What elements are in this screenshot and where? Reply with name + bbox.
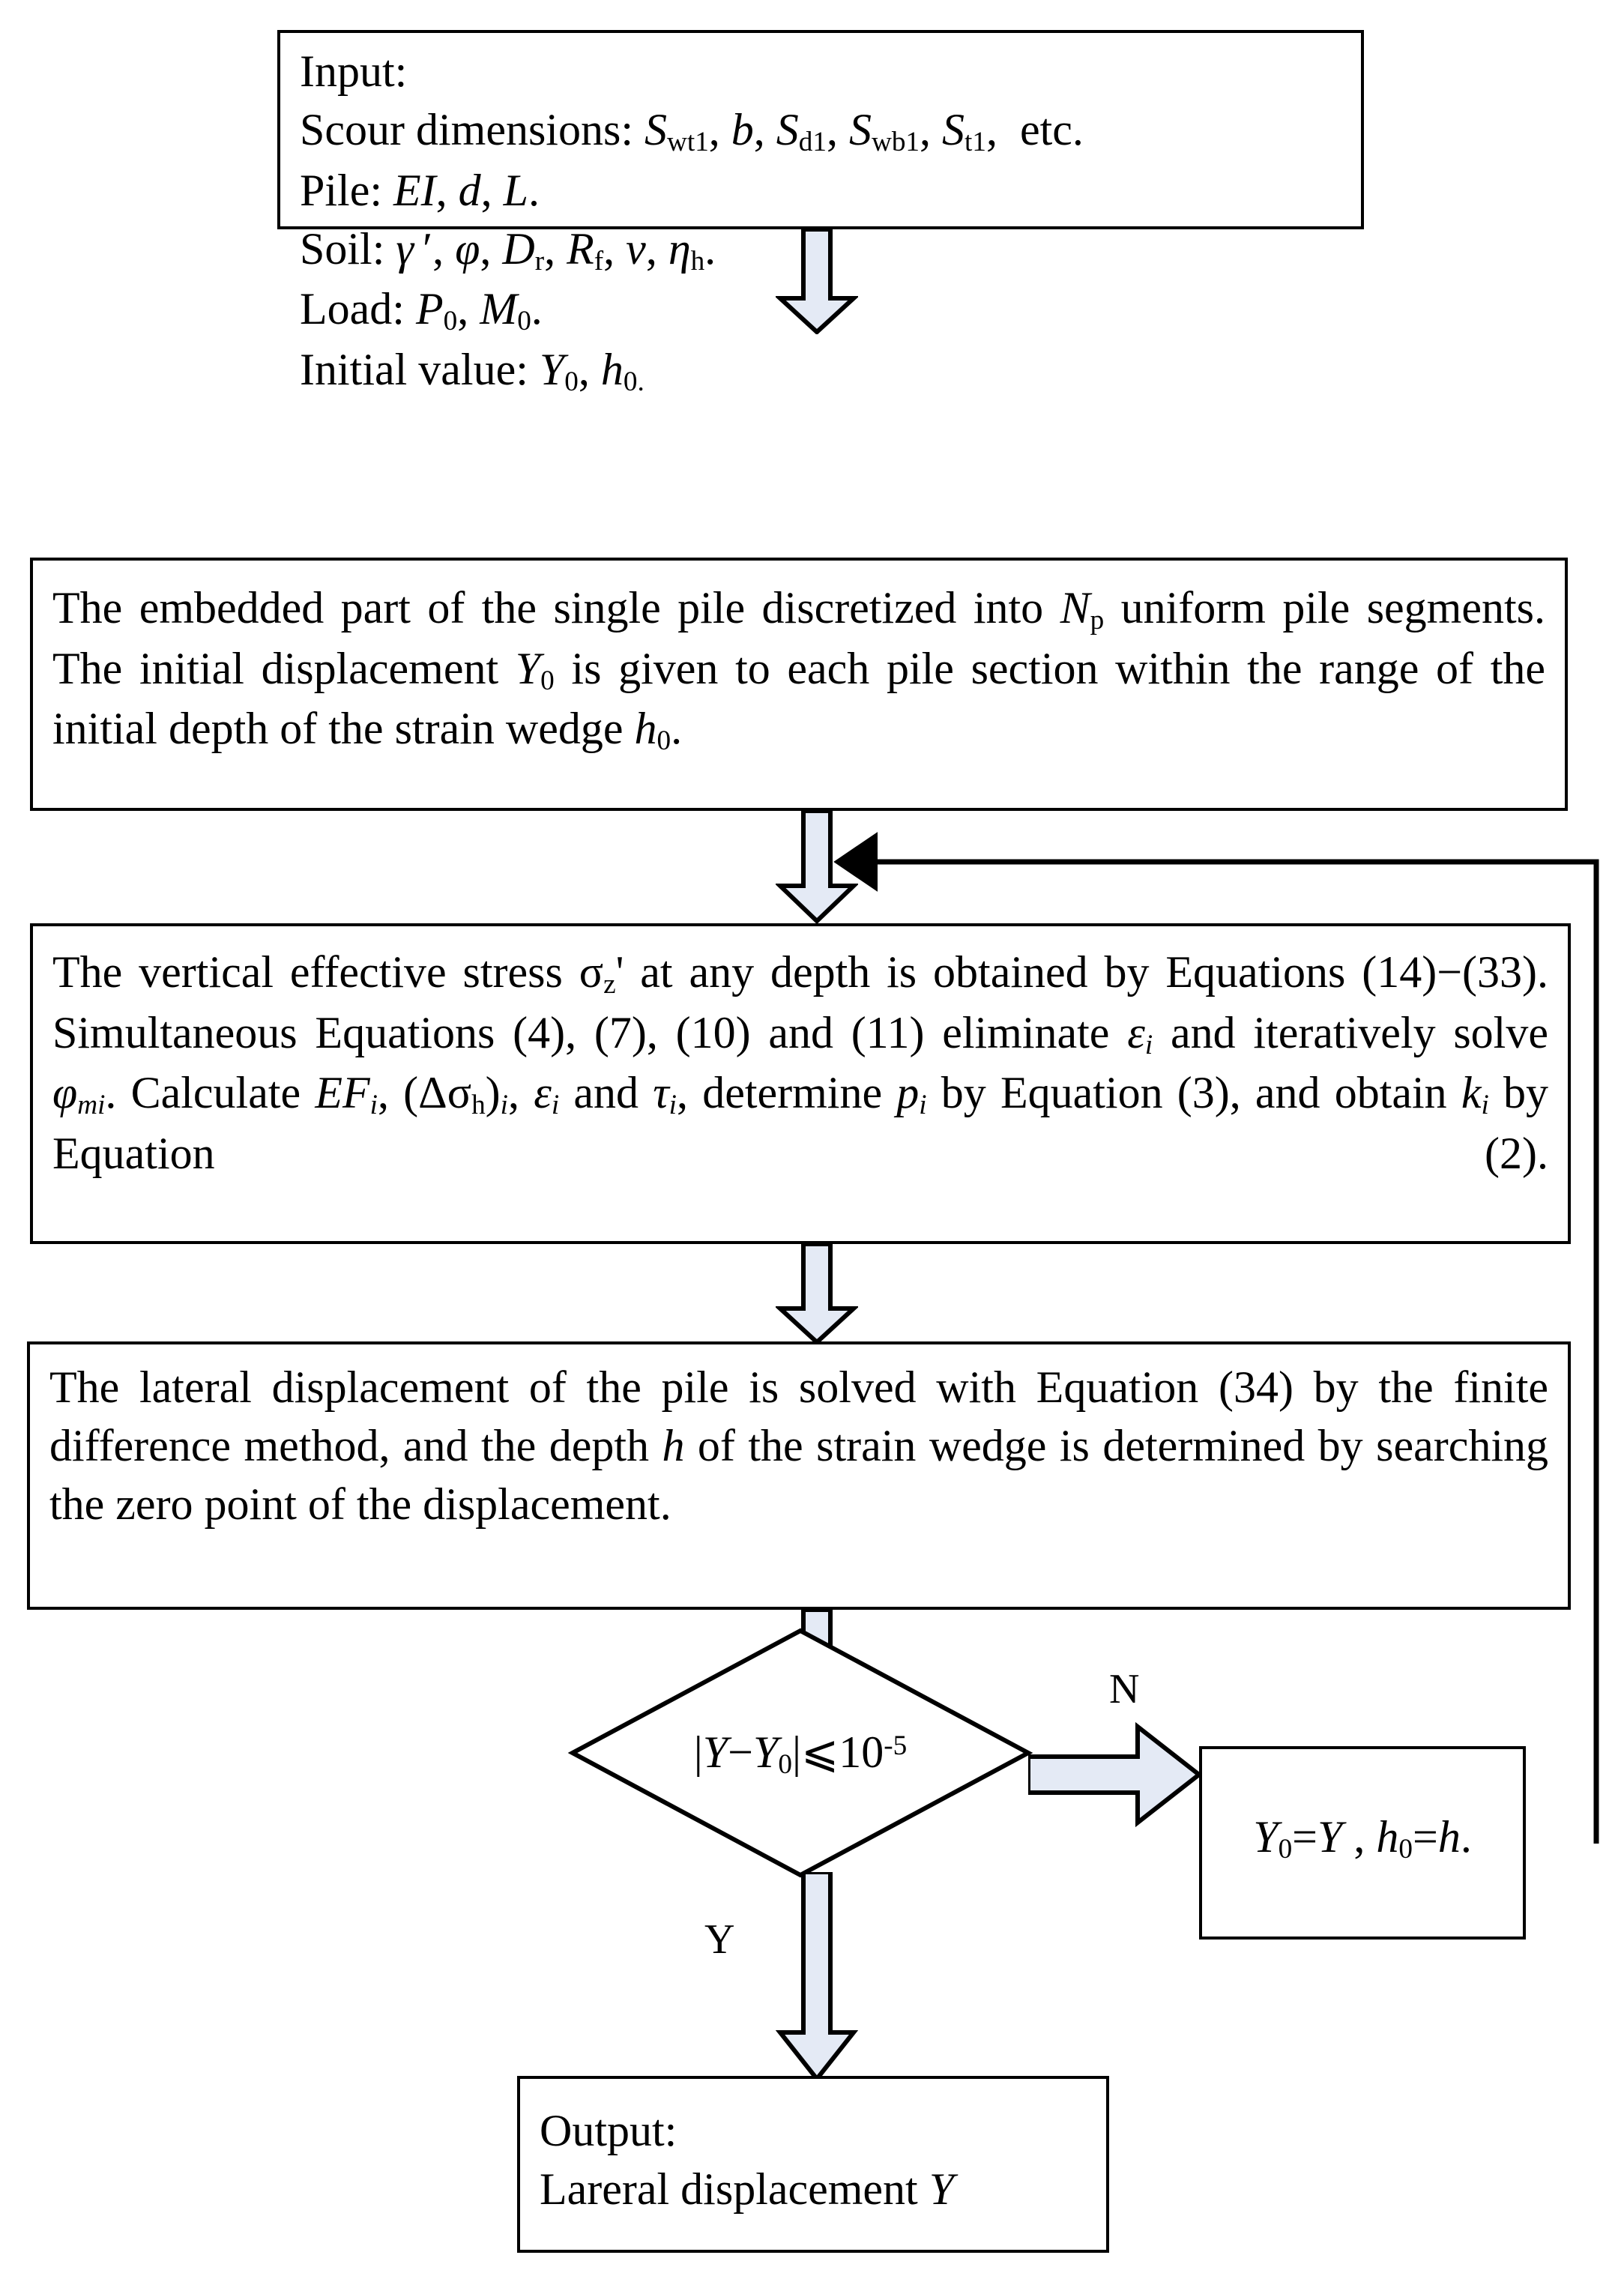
arrow-input-to-discretize: [776, 229, 858, 334]
arrow-decision-no-to-update: [1028, 1710, 1202, 1839]
input-line-title: Input:: [300, 46, 408, 96]
node-displacement-box: [27, 1341, 1571, 1610]
node-output-box: [517, 2076, 1109, 2253]
input-box-text: [280, 42, 1361, 400]
displacement-box-text: The lateral displacement of the pile is solved with Equation (34) by the finite difference method, and the depth h of the strain wedge is determined by searching the zero point of the displacement.: [49, 1362, 1549, 1529]
stress-box-text: The vertical effective stress $\sigma_z'$ at any depth is obtained by Equations (14)−(33). Simultaneous Equations (4), (7), (10) and (11) eliminate $\varepsilon_i$ and iteratively solve $\varphi_{mi}$. Calculate $EF_i$, $(\Delta\sigma_h)_i$, $\varepsilon_i$ and $\tau_i$, determine $p_i$ by Equation (3), and obtain $k_i$ by Equation (2).: [52, 947, 1549, 1178]
node-decision-diamond: [570, 1628, 1031, 1878]
decision-condition-label: $|Y-Y_0|⩽10^{-5}$: [693, 1727, 908, 1781]
edge-label-yes: Y: [704, 1916, 735, 1963]
arrow-stress-to-displacement: [776, 1244, 858, 1344]
input-line-initial: Initial value: $Y_0$, $h_{0.}$: [300, 344, 645, 397]
output-box-text: [520, 2101, 1106, 2218]
edge-label-no: N: [1109, 1666, 1140, 1712]
node-stress-box: [30, 923, 1571, 1244]
input-line-pile: Pile: EI, d, L.: [300, 165, 540, 215]
node-discretize-box: [30, 558, 1568, 811]
input-line-load: Load: $P_0$, $M_0$.: [300, 284, 543, 337]
output-line-value: Lareral displacement Y: [540, 2164, 955, 2214]
arrow-decision-yes-to-output: [776, 1872, 858, 2082]
node-input-box: [277, 30, 1364, 397]
output-line-title: Output:: [540, 2106, 677, 2155]
node-update-box: [1199, 1746, 1526, 1940]
input-line-soil: Soil: γ ′, φ, $D_r$, $R_f$, v, $\eta_h$.: [300, 223, 716, 277]
input-line-scour: Scour dimensions: $S_{wt1}$, b, $S_{d1}$, $S_{wb1}$, $S_{t1}$, etc.: [300, 105, 1084, 158]
update-box-text: $Y_0=Y$ , $h_0=h$.: [1253, 1812, 1472, 1865]
discretize-box-text: The embedded part of the single pile discretized into $N_p$ uniform pile segments. The initial displacement $Y_0$ is given to each pile section within the range of the initial depth of the strain wedge $h_0$.: [52, 583, 1545, 757]
